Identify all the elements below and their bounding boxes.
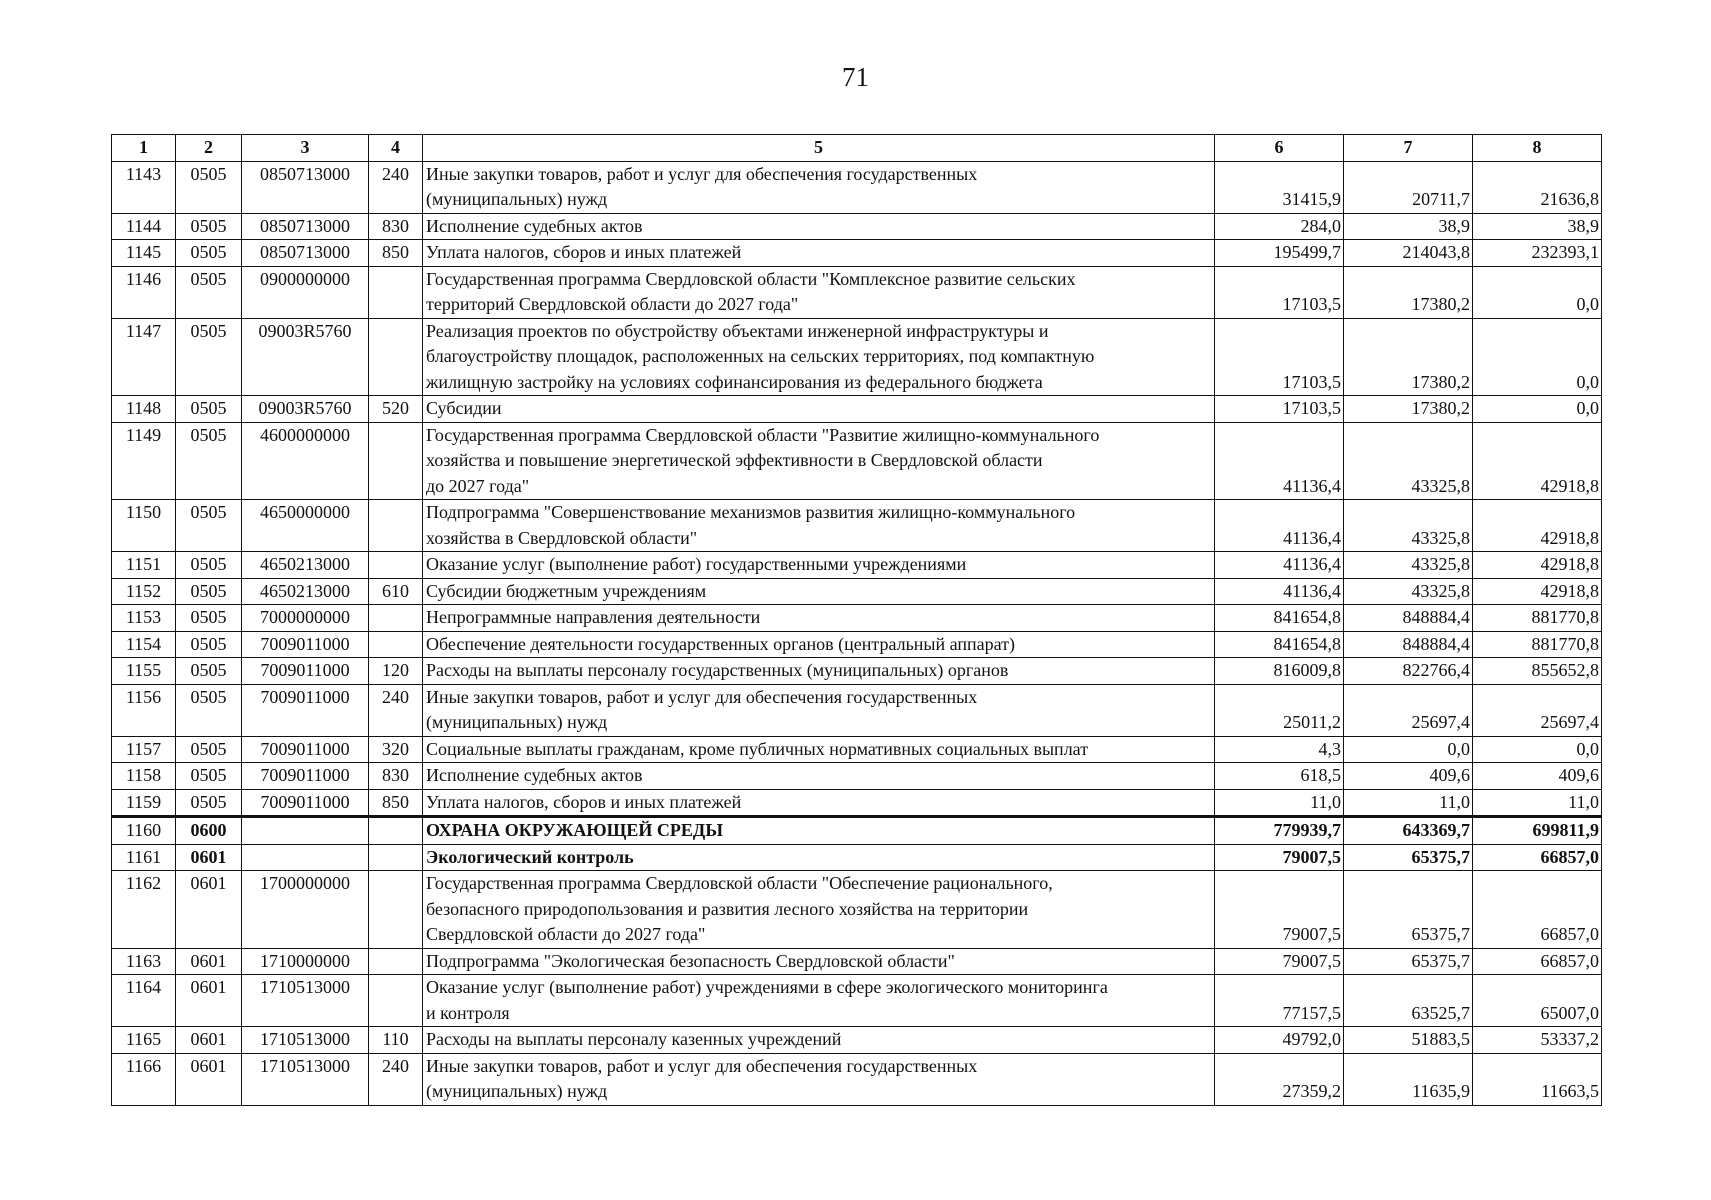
- amount-col-7: 0,0: [1344, 736, 1473, 763]
- target-article-code: 7009011000: [242, 789, 369, 817]
- section-code: 0505: [176, 684, 242, 736]
- amount-col-6: 284,0: [1215, 213, 1344, 240]
- amount-col-8: 0,0: [1473, 318, 1602, 396]
- table-body: [112, 161, 1602, 1105]
- section-code: 0505: [176, 213, 242, 240]
- column-header-4: 4: [369, 135, 423, 162]
- column-header-3: 3: [242, 135, 369, 162]
- table-row: [112, 789, 1602, 817]
- expense-type-code: [369, 605, 423, 632]
- expense-type-code: 610: [369, 578, 423, 605]
- column-header-2: 2: [176, 135, 242, 162]
- section-code: 0601: [176, 844, 242, 871]
- amount-col-7: 643369,7: [1344, 817, 1473, 845]
- expense-type-code: [369, 871, 423, 949]
- row-number: 1143: [112, 161, 176, 213]
- item-name: Субсидии: [423, 396, 1215, 423]
- amount-col-6: 79007,5: [1215, 948, 1344, 975]
- section-code: 0505: [176, 396, 242, 423]
- section-code: 0505: [176, 578, 242, 605]
- target-article-code: 0850713000: [242, 161, 369, 213]
- row-number: 1149: [112, 422, 176, 500]
- row-number: 1163: [112, 948, 176, 975]
- table-row: [112, 1053, 1602, 1105]
- row-number: 1144: [112, 213, 176, 240]
- row-number: 1165: [112, 1027, 176, 1054]
- item-name: Расходы на выплаты персоналу государственных (муниципальных) органов: [423, 658, 1215, 685]
- amount-col-7: 43325,8: [1344, 578, 1473, 605]
- amount-col-6: 41136,4: [1215, 500, 1344, 552]
- expense-type-code: 520: [369, 396, 423, 423]
- item-name: Обеспечение деятельности государственных органов (центральный аппарат): [423, 631, 1215, 658]
- budget-table: [111, 134, 1602, 1106]
- row-number: 1157: [112, 736, 176, 763]
- item-name: Подпрограмма "Совершенствование механизмов развития жилищно-коммунального хозяйства в Свердловской области": [423, 500, 1215, 552]
- amount-col-6: 841654,8: [1215, 605, 1344, 632]
- amount-col-7: 17380,2: [1344, 318, 1473, 396]
- target-article-code: 7000000000: [242, 605, 369, 632]
- amount-col-8: 855652,8: [1473, 658, 1602, 685]
- row-number: 1158: [112, 763, 176, 790]
- expense-type-code: 850: [369, 240, 423, 267]
- table-row: [112, 240, 1602, 267]
- table-row: [112, 817, 1602, 845]
- target-article-code: 7009011000: [242, 763, 369, 790]
- item-name: Исполнение судебных актов: [423, 763, 1215, 790]
- item-name: Государственная программа Свердловской области "Развитие жилищно-коммунального хозяйства и повышение энергетической эффективности в Свердловской области до 2027 года": [423, 422, 1215, 500]
- target-article-code: [242, 844, 369, 871]
- target-article-code: [242, 817, 369, 845]
- amount-col-6: 25011,2: [1215, 684, 1344, 736]
- item-name: Иные закупки товаров, работ и услуг для обеспечения государственных (муниципальных) нужд: [423, 161, 1215, 213]
- table-row: [112, 605, 1602, 632]
- section-code: 0601: [176, 1027, 242, 1054]
- amount-col-7: 65375,7: [1344, 871, 1473, 949]
- row-number: 1147: [112, 318, 176, 396]
- amount-col-6: 17103,5: [1215, 396, 1344, 423]
- amount-col-6: 79007,5: [1215, 871, 1344, 949]
- amount-col-6: 17103,5: [1215, 318, 1344, 396]
- item-name: Реализация проектов по обустройству объектами инженерной инфраструктуры и благоустройству площадок, расположенных на сельских территориях, под компактную жилищную застройку на условиях софинансирования из федерального бюджета: [423, 318, 1215, 396]
- item-name: Экологический контроль: [423, 844, 1215, 871]
- expense-type-code: [369, 552, 423, 579]
- amount-col-7: 65375,7: [1344, 948, 1473, 975]
- amount-col-6: 618,5: [1215, 763, 1344, 790]
- row-number: 1156: [112, 684, 176, 736]
- item-name: Оказание услуг (выполнение работ) учреждениями в сфере экологического мониторинга и контроля: [423, 975, 1215, 1027]
- expense-type-code: [369, 266, 423, 318]
- amount-col-7: 38,9: [1344, 213, 1473, 240]
- amount-col-6: 11,0: [1215, 789, 1344, 817]
- table-row: [112, 631, 1602, 658]
- amount-col-7: 17380,2: [1344, 396, 1473, 423]
- page-number: 71: [842, 62, 869, 92]
- amount-col-6: 195499,7: [1215, 240, 1344, 267]
- amount-col-8: 65007,0: [1473, 975, 1602, 1027]
- amount-col-6: 31415,9: [1215, 161, 1344, 213]
- amount-col-8: 42918,8: [1473, 422, 1602, 500]
- expense-type-code: 320: [369, 736, 423, 763]
- target-article-code: 09003R5760: [242, 318, 369, 396]
- table-row: [112, 500, 1602, 552]
- section-code: 0505: [176, 658, 242, 685]
- amount-col-7: 822766,4: [1344, 658, 1473, 685]
- section-code: 0505: [176, 161, 242, 213]
- expense-type-code: [369, 844, 423, 871]
- amount-col-8: 66857,0: [1473, 844, 1602, 871]
- expense-type-code: 830: [369, 213, 423, 240]
- table-row: [112, 1027, 1602, 1054]
- row-number: 1150: [112, 500, 176, 552]
- target-article-code: 7009011000: [242, 684, 369, 736]
- amount-col-8: 409,6: [1473, 763, 1602, 790]
- target-article-code: 4600000000: [242, 422, 369, 500]
- item-name: Иные закупки товаров, работ и услуг для обеспечения государственных (муниципальных) нужд: [423, 684, 1215, 736]
- amount-col-8: 66857,0: [1473, 871, 1602, 949]
- amount-col-8: 66857,0: [1473, 948, 1602, 975]
- target-article-code: 0850713000: [242, 213, 369, 240]
- amount-col-6: 79007,5: [1215, 844, 1344, 871]
- column-header-8: 8: [1473, 135, 1602, 162]
- item-name: Непрограммные направления деятельности: [423, 605, 1215, 632]
- expense-type-code: [369, 500, 423, 552]
- column-header-1: 1: [112, 135, 176, 162]
- table-row: [112, 318, 1602, 396]
- section-code: 0505: [176, 318, 242, 396]
- column-header-7: 7: [1344, 135, 1473, 162]
- table-row: [112, 396, 1602, 423]
- target-article-code: 0900000000: [242, 266, 369, 318]
- amount-col-7: 51883,5: [1344, 1027, 1473, 1054]
- target-article-code: 1710513000: [242, 975, 369, 1027]
- amount-col-6: 77157,5: [1215, 975, 1344, 1027]
- amount-col-6: 27359,2: [1215, 1053, 1344, 1105]
- item-name: Уплата налогов, сборов и иных платежей: [423, 240, 1215, 267]
- table-row: [112, 948, 1602, 975]
- item-name: Оказание услуг (выполнение работ) государственными учреждениями: [423, 552, 1215, 579]
- amount-col-8: 38,9: [1473, 213, 1602, 240]
- expense-type-code: [369, 817, 423, 845]
- section-code: 0505: [176, 631, 242, 658]
- target-article-code: 09003R5760: [242, 396, 369, 423]
- section-code: 0601: [176, 1053, 242, 1105]
- amount-col-8: 0,0: [1473, 736, 1602, 763]
- section-code: 0505: [176, 422, 242, 500]
- expense-type-code: 240: [369, 1053, 423, 1105]
- header-row: [112, 135, 1602, 162]
- table-row: [112, 871, 1602, 949]
- amount-col-7: 17380,2: [1344, 266, 1473, 318]
- amount-col-7: 848884,4: [1344, 631, 1473, 658]
- amount-col-8: 21636,8: [1473, 161, 1602, 213]
- amount-col-6: 17103,5: [1215, 266, 1344, 318]
- item-name: Иные закупки товаров, работ и услуг для обеспечения государственных (муниципальных) нужд: [423, 1053, 1215, 1105]
- amount-col-6: 4,3: [1215, 736, 1344, 763]
- amount-col-8: 699811,9: [1473, 817, 1602, 845]
- expense-type-code: 830: [369, 763, 423, 790]
- amount-col-7: 65375,7: [1344, 844, 1473, 871]
- expense-type-code: 240: [369, 684, 423, 736]
- item-name: Подпрограмма "Экологическая безопасность Свердловской области": [423, 948, 1215, 975]
- amount-col-8: 0,0: [1473, 396, 1602, 423]
- expense-type-code: [369, 422, 423, 500]
- table-row: [112, 161, 1602, 213]
- row-number: 1154: [112, 631, 176, 658]
- amount-col-8: 881770,8: [1473, 631, 1602, 658]
- expense-type-code: [369, 631, 423, 658]
- column-header-5: 5: [423, 135, 1215, 162]
- amount-col-8: 53337,2: [1473, 1027, 1602, 1054]
- row-number: 1160: [112, 817, 176, 845]
- row-number: 1146: [112, 266, 176, 318]
- table-row: [112, 578, 1602, 605]
- table-row: [112, 552, 1602, 579]
- item-name: ОХРАНА ОКРУЖАЮЩЕЙ СРЕДЫ: [423, 817, 1215, 845]
- target-article-code: 7009011000: [242, 736, 369, 763]
- column-header-6: 6: [1215, 135, 1344, 162]
- item-name: Субсидии бюджетным учреждениям: [423, 578, 1215, 605]
- target-article-code: 1710513000: [242, 1027, 369, 1054]
- amount-col-7: 25697,4: [1344, 684, 1473, 736]
- table-row: [112, 736, 1602, 763]
- expense-type-code: 850: [369, 789, 423, 817]
- target-article-code: 4650213000: [242, 552, 369, 579]
- section-code: 0600: [176, 817, 242, 845]
- amount-col-8: 881770,8: [1473, 605, 1602, 632]
- amount-col-8: 11,0: [1473, 789, 1602, 817]
- amount-col-7: 11,0: [1344, 789, 1473, 817]
- row-number: 1164: [112, 975, 176, 1027]
- section-code: 0601: [176, 871, 242, 949]
- row-number: 1155: [112, 658, 176, 685]
- section-code: 0505: [176, 736, 242, 763]
- target-article-code: 7009011000: [242, 658, 369, 685]
- section-code: 0505: [176, 240, 242, 267]
- section-code: 0505: [176, 500, 242, 552]
- section-code: 0505: [176, 552, 242, 579]
- expense-type-code: [369, 975, 423, 1027]
- table-row: [112, 975, 1602, 1027]
- amount-col-7: 20711,7: [1344, 161, 1473, 213]
- target-article-code: 1710513000: [242, 1053, 369, 1105]
- expense-type-code: 110: [369, 1027, 423, 1054]
- amount-col-7: 214043,8: [1344, 240, 1473, 267]
- target-article-code: 0850713000: [242, 240, 369, 267]
- row-number: 1153: [112, 605, 176, 632]
- row-number: 1166: [112, 1053, 176, 1105]
- item-name: Исполнение судебных актов: [423, 213, 1215, 240]
- table-row: [112, 658, 1602, 685]
- amount-col-8: 42918,8: [1473, 578, 1602, 605]
- amount-col-6: 49792,0: [1215, 1027, 1344, 1054]
- amount-col-8: 0,0: [1473, 266, 1602, 318]
- section-code: 0505: [176, 789, 242, 817]
- amount-col-6: 41136,4: [1215, 422, 1344, 500]
- row-number: 1151: [112, 552, 176, 579]
- target-article-code: 4650213000: [242, 578, 369, 605]
- table-row: [112, 844, 1602, 871]
- item-name: Уплата налогов, сборов и иных платежей: [423, 789, 1215, 817]
- amount-col-7: 43325,8: [1344, 500, 1473, 552]
- row-number: 1159: [112, 789, 176, 817]
- table-row: [112, 763, 1602, 790]
- section-code: 0601: [176, 948, 242, 975]
- amount-col-7: 848884,4: [1344, 605, 1473, 632]
- item-name: Расходы на выплаты персоналу казенных учреждений: [423, 1027, 1215, 1054]
- amount-col-6: 779939,7: [1215, 817, 1344, 845]
- amount-col-6: 841654,8: [1215, 631, 1344, 658]
- expense-type-code: [369, 318, 423, 396]
- expense-type-code: 120: [369, 658, 423, 685]
- amount-col-6: 41136,4: [1215, 552, 1344, 579]
- amount-col-7: 43325,8: [1344, 552, 1473, 579]
- amount-col-7: 11635,9: [1344, 1053, 1473, 1105]
- row-number: 1161: [112, 844, 176, 871]
- amount-col-8: 42918,8: [1473, 552, 1602, 579]
- row-number: 1162: [112, 871, 176, 949]
- target-article-code: 1700000000: [242, 871, 369, 949]
- target-article-code: 1710000000: [242, 948, 369, 975]
- section-code: 0601: [176, 975, 242, 1027]
- section-code: 0505: [176, 605, 242, 632]
- section-code: 0505: [176, 266, 242, 318]
- table-row: [112, 684, 1602, 736]
- item-name: Государственная программа Свердловской области "Комплексное развитие сельских территорий Свердловской области до 2027 года": [423, 266, 1215, 318]
- amount-col-6: 41136,4: [1215, 578, 1344, 605]
- amount-col-8: 232393,1: [1473, 240, 1602, 267]
- amount-col-7: 63525,7: [1344, 975, 1473, 1027]
- amount-col-8: 42918,8: [1473, 500, 1602, 552]
- amount-col-6: 816009,8: [1215, 658, 1344, 685]
- item-name: Государственная программа Свердловской области "Обеспечение рационального, безопасного природопользования и развития лесного хозяйства на территории Свердловской области до 2027 года": [423, 871, 1215, 949]
- table-row: [112, 213, 1602, 240]
- amount-col-7: 409,6: [1344, 763, 1473, 790]
- expense-type-code: [369, 948, 423, 975]
- item-name: Социальные выплаты гражданам, кроме публичных нормативных социальных выплат: [423, 736, 1215, 763]
- amount-col-8: 25697,4: [1473, 684, 1602, 736]
- table-row: [112, 266, 1602, 318]
- row-number: 1145: [112, 240, 176, 267]
- target-article-code: 4650000000: [242, 500, 369, 552]
- amount-col-7: 43325,8: [1344, 422, 1473, 500]
- target-article-code: 7009011000: [242, 631, 369, 658]
- table-row: [112, 422, 1602, 500]
- section-code: 0505: [176, 763, 242, 790]
- row-number: 1152: [112, 578, 176, 605]
- amount-col-8: 11663,5: [1473, 1053, 1602, 1105]
- row-number: 1148: [112, 396, 176, 423]
- expense-type-code: 240: [369, 161, 423, 213]
